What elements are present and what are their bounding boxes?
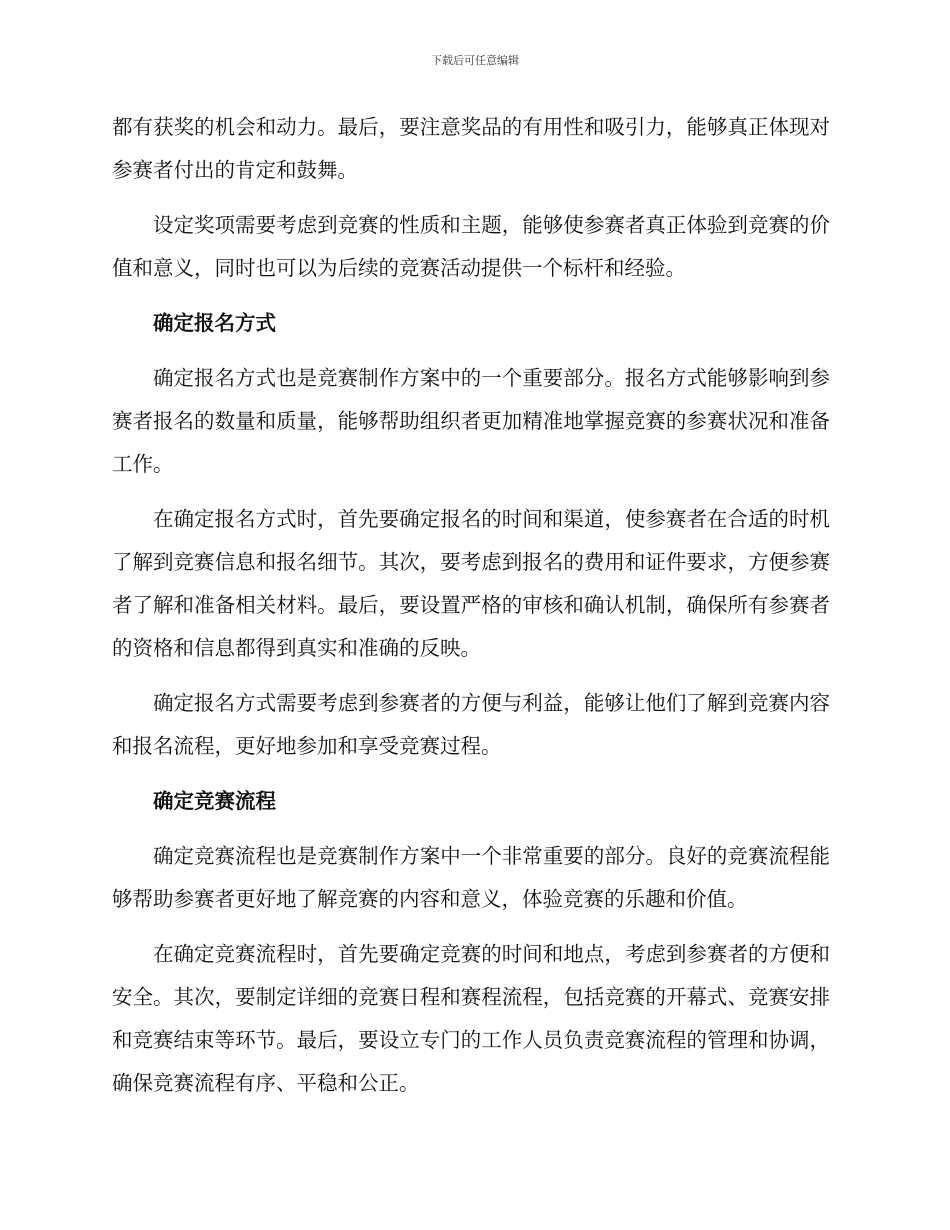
section-heading-registration: 确定报名方式: [153, 311, 276, 335]
paragraph-process-details: 在确定竞赛流程时，首先要确定竞赛的时间和地点，考虑到参赛者的方便和安全。其次，要制定详细的竞赛日程和赛程流程，包括竞赛的开幕式、竞赛安排和竞赛结束等环节。最后，要设立专门的工作人员负责竞赛流程的管理和协调，确保竞赛流程有序、平稳和公正。: [112, 942, 830, 1095]
paragraph-award-summary: 设定奖项需要考虑到竞赛的性质和主题，能够使参赛者真正体验到竞赛的价值和意义，同时也可以为后续的竞赛活动提供一个标杆和经验。: [112, 213, 830, 280]
section-heading-process: 确定竞赛流程: [153, 789, 276, 813]
paragraph-registration-summary: 确定报名方式需要考虑到参赛者的方便与利益，能够让他们了解到竞赛内容和报名流程，更好地参加和享受竞赛过程。: [112, 691, 830, 758]
paragraph-registration-details: 在确定报名方式时，首先要确定报名的时间和渠道，使参赛者在合适的时机了解到竞赛信息和报名细节。其次，要考虑到报名的费用和证件要求，方便参赛者了解和准备相关材料。最后，要设置严格的审核和确认机制，确保所有参赛者的资格和信息都得到真实和准确的反映。: [112, 507, 830, 660]
paragraph-continuation: 都有获奖的机会和动力。最后，要注意奖品的有用性和吸引力，能够真正体现对参赛者付出的肯定和鼓舞。: [112, 115, 830, 182]
document-body: [112, 106, 830, 1117]
paragraph-process-intro: 确定竞赛流程也是竞赛制作方案中一个非常重要的部分。良好的竞赛流程能够帮助参赛者更好地了解竞赛的内容和意义，体验竞赛的乐趣和价值。: [112, 844, 830, 911]
paragraph-registration-intro: 确定报名方式也是竞赛制作方案中的一个重要部分。报名方式能够影响到参赛者报名的数量和质量，能够帮助组织者更加精准地掌握竞赛的参赛状况和准备工作。: [112, 366, 830, 476]
page-header: 下载后可任意编辑: [431, 54, 519, 67]
